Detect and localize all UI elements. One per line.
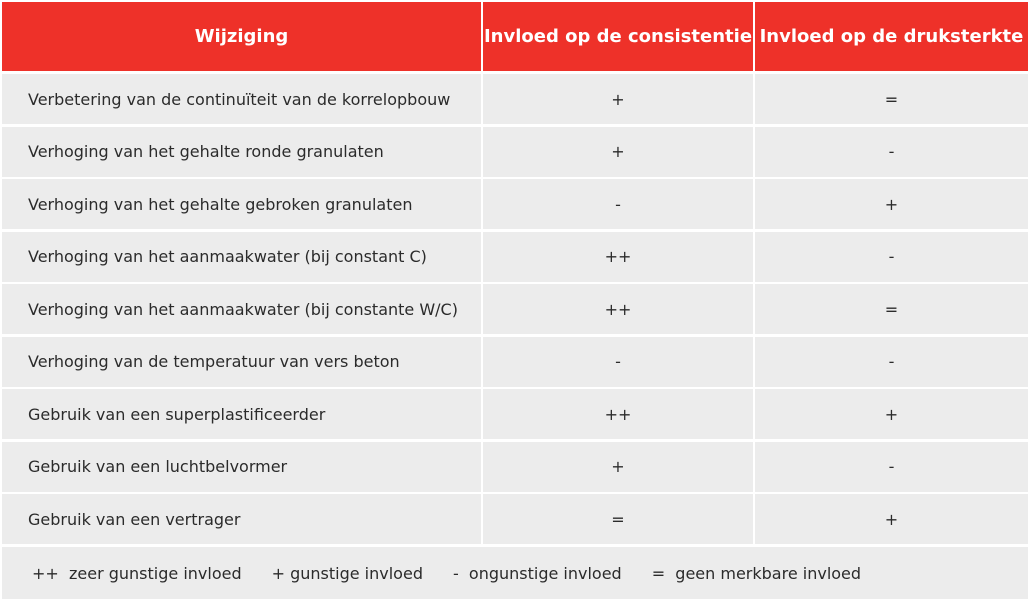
consistentie-value: + [483, 442, 753, 492]
table-row [2, 442, 1028, 492]
legend-item: - ongunstige invloed [452, 563, 622, 583]
table-row [2, 337, 1028, 387]
table-row [2, 284, 1028, 334]
row-label: Gebruik van een vertrager [2, 494, 481, 544]
consistentie-value: - [483, 179, 753, 229]
druksterkte-value: - [755, 232, 1028, 282]
legend-item: ++ zeer gunstige invloed [32, 563, 242, 583]
row-label: Gebruik van een superplastificeerder [2, 389, 481, 439]
row-label: Verhoging van het aanmaakwater (bij constant C) [2, 232, 481, 282]
row-label: Verhoging van de temperatuur van vers beton [2, 337, 481, 387]
consistentie-value: ++ [483, 389, 753, 439]
consistentie-value: - [483, 337, 753, 387]
consistentie-value: + [483, 74, 753, 124]
table-row [2, 232, 1028, 282]
row-label: Verhoging van het aanmaakwater (bij constante W/C) [2, 284, 481, 334]
druksterkte-value: + [755, 389, 1028, 439]
table-row [2, 74, 1028, 124]
row-label: Verbetering van de continuïteit van de korrelopbouw [2, 74, 481, 124]
druksterkte-value: + [755, 179, 1028, 229]
header-consistentie: Invloed op de consistentie [483, 2, 753, 71]
druksterkte-value: - [755, 127, 1028, 177]
table-row [2, 389, 1028, 439]
table-row [2, 494, 1028, 544]
concrete-influence-table [2, 2, 1028, 599]
table-row [2, 127, 1028, 177]
table-row [2, 179, 1028, 229]
legend [2, 547, 1028, 599]
row-label: Gebruik van een luchtbelvormer [2, 442, 481, 492]
row-label: Verhoging van het gehalte gebroken granulaten [2, 179, 481, 229]
legend-item: = geen merkbare invloed [651, 563, 862, 583]
consistentie-value: + [483, 127, 753, 177]
consistentie-value: ++ [483, 232, 753, 282]
druksterkte-value: = [755, 74, 1028, 124]
druksterkte-value: - [755, 337, 1028, 387]
header-wijziging: Wijziging [2, 2, 481, 71]
header-druksterkte: Invloed op de druksterkte [755, 2, 1028, 71]
druksterkte-value: - [755, 442, 1028, 492]
table-header [2, 2, 1028, 71]
druksterkte-value: + [755, 494, 1028, 544]
consistentie-value: ++ [483, 284, 753, 334]
consistentie-value: = [483, 494, 753, 544]
row-label: Verhoging van het gehalte ronde granulaten [2, 127, 481, 177]
druksterkte-value: = [755, 284, 1028, 334]
legend-item: + gunstige invloed [271, 563, 423, 583]
